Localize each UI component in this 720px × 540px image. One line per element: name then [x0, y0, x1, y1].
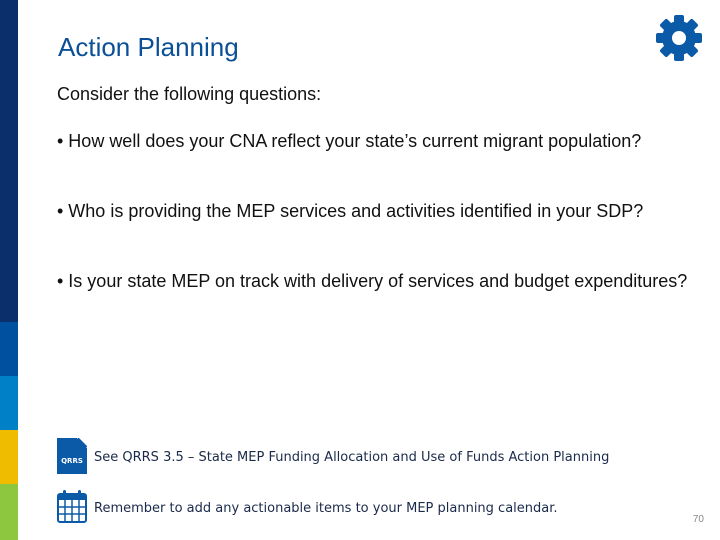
question-2: • Who is providing the MEP services and activities identified in your SDP? — [57, 201, 644, 221]
accent-bar-green — [0, 484, 18, 540]
accent-bar-navy — [0, 0, 18, 322]
accent-bar-yellow — [0, 430, 18, 484]
qrrs-document-icon — [57, 438, 87, 479]
svg-text:QRRS: QRRS — [61, 457, 83, 465]
accent-bar-blue — [0, 322, 18, 376]
page-number: 70 — [692, 514, 704, 525]
question-1: • How well does your CNA reflect your state’s current migrant population? — [57, 131, 642, 151]
page-title: Action Planning — [58, 32, 239, 62]
qrrs-reference-note: See QRRS 3.5 – State MEP Funding Allocation and Use of Funds Action Planning — [94, 450, 610, 465]
accent-bar-lightblue — [0, 376, 18, 430]
calendar-reminder-note: Remember to add any actionable items to your MEP planning calendar. — [94, 501, 558, 516]
calendar-icon — [57, 490, 87, 528]
gear-icon — [655, 14, 703, 67]
question-3: • Is your state MEP on track with delivery of services and budget expenditures? — [57, 271, 688, 291]
intro-text: Consider the following questions: — [57, 84, 322, 104]
